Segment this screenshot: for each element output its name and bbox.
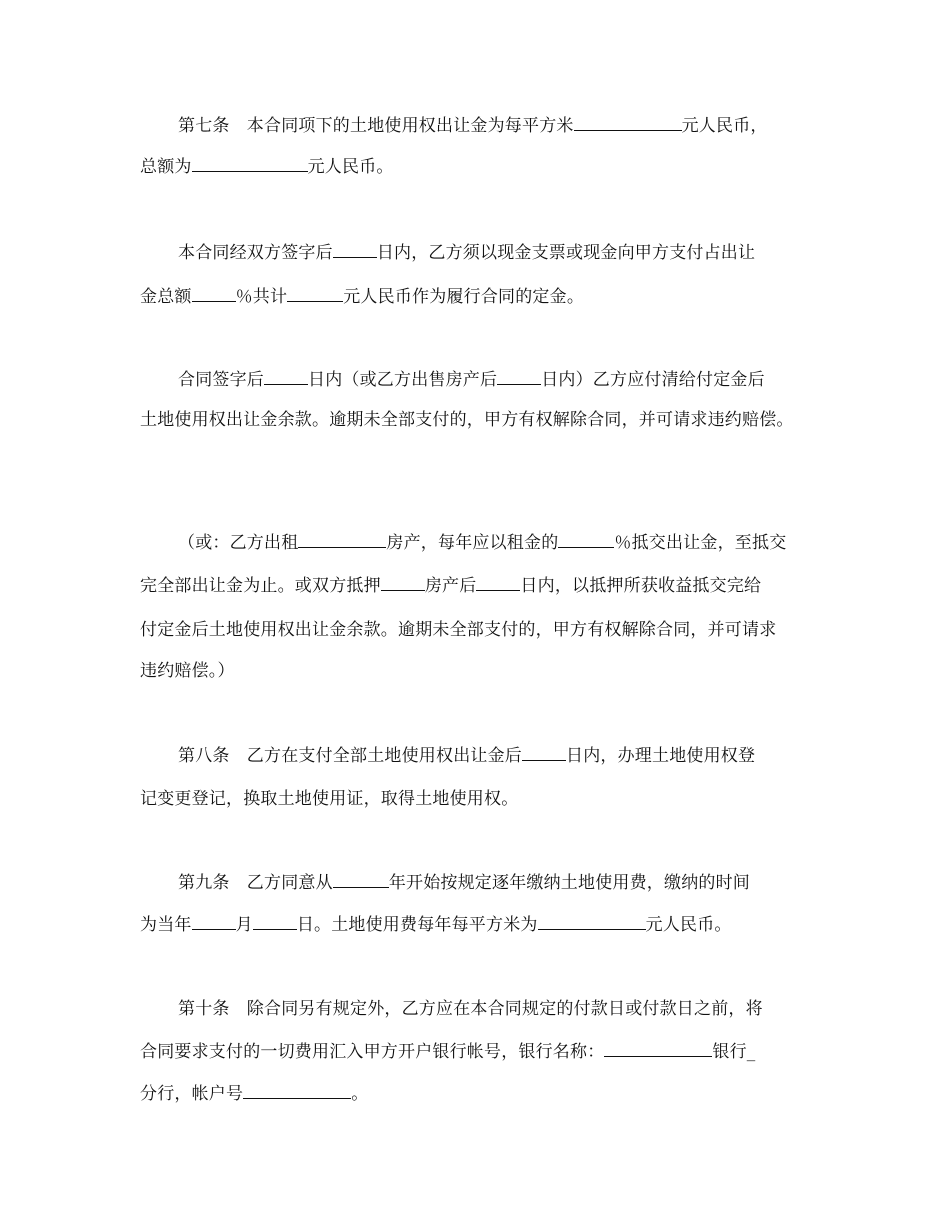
article9-text-1b: 年开始按规定逐年缴纳土地使用费，缴纳的时间 bbox=[388, 873, 751, 893]
alternative-text-4: 违约赔偿。） bbox=[140, 661, 235, 681]
month-blank bbox=[192, 913, 236, 930]
alternative-text-1b: 房产，每年应以租金的 bbox=[386, 533, 559, 553]
alternative-line2 bbox=[140, 574, 761, 598]
alternative-line4 bbox=[140, 659, 235, 683]
bank-name-blank bbox=[604, 1040, 712, 1057]
deposit-text-2a: 金总额 bbox=[140, 287, 192, 307]
sale-days-blank bbox=[497, 368, 541, 385]
deposit-text-1b: 日内，乙方须以现金支票或现金向甲方支付占出让 bbox=[376, 243, 756, 263]
payment-line2 bbox=[140, 408, 794, 432]
article8-text-1a: 第八条 乙方在支付全部土地使用权出让金后 bbox=[178, 746, 522, 766]
start-year-blank bbox=[333, 871, 389, 888]
article7-line2 bbox=[140, 155, 394, 179]
rent-percent-blank bbox=[558, 531, 614, 548]
article10-text-3b: 。 bbox=[351, 1084, 369, 1104]
article9-line2 bbox=[140, 913, 732, 937]
alternative-text-1a: （或：乙方出租 bbox=[178, 533, 299, 553]
article10-line3 bbox=[140, 1082, 368, 1106]
total-amount-blank bbox=[192, 155, 308, 172]
article8-text-1b: 日内，办理土地使用权登 bbox=[566, 746, 756, 766]
payment-text-1c: 日内）乙方应付清给付定金后 bbox=[541, 370, 765, 390]
alternative-text-1c: ％抵交出让金，至抵交 bbox=[614, 533, 787, 553]
article9-text-2c: 日。土地使用费每年每平方米为 bbox=[296, 915, 538, 935]
deposit-line1 bbox=[178, 241, 755, 265]
alternative-text-2c: 日内，以抵押所获收益抵交完给 bbox=[520, 576, 762, 596]
payment-text-1a: 合同签字后 bbox=[178, 370, 264, 390]
article8-text-2: 记变更登记，换取土地使用证，取得土地使用权。 bbox=[140, 789, 519, 809]
account-number-blank bbox=[243, 1082, 351, 1099]
mortgage-days-blank bbox=[476, 574, 520, 591]
alternative-text-2a: 完全部出让金为止。或双方抵押 bbox=[140, 576, 381, 596]
deposit-amount-blank bbox=[287, 285, 343, 302]
payment-text-1b: 日内（或乙方出售房产后 bbox=[308, 370, 498, 390]
article8-line1 bbox=[178, 744, 755, 768]
article10-text-3a: 分行，帐户号 bbox=[140, 1084, 244, 1104]
article10-text-1: 第十条 除合同另有规定外，乙方应在本合同规定的付款日或付款日之前，将 bbox=[178, 999, 763, 1019]
alternative-line3 bbox=[140, 618, 776, 642]
article9-line1 bbox=[178, 871, 750, 895]
article10-line2 bbox=[140, 1040, 756, 1064]
deposit-line2 bbox=[140, 285, 584, 309]
article7-line1 bbox=[178, 114, 768, 138]
deposit-text-2b: ％共计 bbox=[235, 287, 288, 307]
deposit-percent-blank bbox=[192, 285, 236, 302]
deposit-text-1a: 本合同经双方签字后 bbox=[178, 243, 333, 263]
payment-text-2: 土地使用权出让金余款。逾期未全部支付的，甲方有权解除合同，并可请求违约赔偿。 bbox=[140, 410, 794, 430]
article10-text-2b: 银行_ bbox=[712, 1042, 756, 1062]
article9-text-2a: 为当年 bbox=[140, 915, 192, 935]
article7-text-2a: 总额为 bbox=[140, 157, 192, 177]
alternative-text-3: 付定金后土地使用权出让金余款。逾期未全部支付的，甲方有权解除合同，并可请求 bbox=[140, 620, 777, 640]
price-per-sqm-blank bbox=[574, 114, 682, 131]
day-blank bbox=[253, 913, 297, 930]
article8-line2 bbox=[140, 787, 518, 811]
payment-days-blank bbox=[264, 368, 308, 385]
land-fee-blank bbox=[538, 913, 646, 930]
payment-line1 bbox=[178, 368, 765, 392]
article9-text-2d: 元人民币。 bbox=[645, 915, 732, 935]
registration-days-blank bbox=[522, 744, 566, 761]
deposit-text-2c: 元人民币作为履行合同的定金。 bbox=[343, 287, 585, 307]
deposit-days-blank bbox=[333, 241, 377, 258]
article7-text-1b: 元人民币， bbox=[681, 116, 768, 136]
rental-property-blank bbox=[298, 531, 386, 548]
article10-line1 bbox=[178, 997, 763, 1021]
alternative-text-2b: 房产后 bbox=[424, 576, 477, 596]
article9-text-1a: 第九条 乙方同意从 bbox=[178, 873, 333, 893]
alternative-line1 bbox=[178, 531, 786, 555]
article9-text-2b: 月 bbox=[235, 915, 253, 935]
article10-text-2a: 合同要求支付的一切费用汇入甲方开户银行帐号，银行名称： bbox=[140, 1042, 605, 1062]
article7-text-2b: 元人民币。 bbox=[307, 157, 394, 177]
mortgage-property-blank bbox=[381, 574, 425, 591]
article7-text-1a: 第七条 本合同项下的土地使用权出让金为每平方米 bbox=[178, 116, 574, 136]
